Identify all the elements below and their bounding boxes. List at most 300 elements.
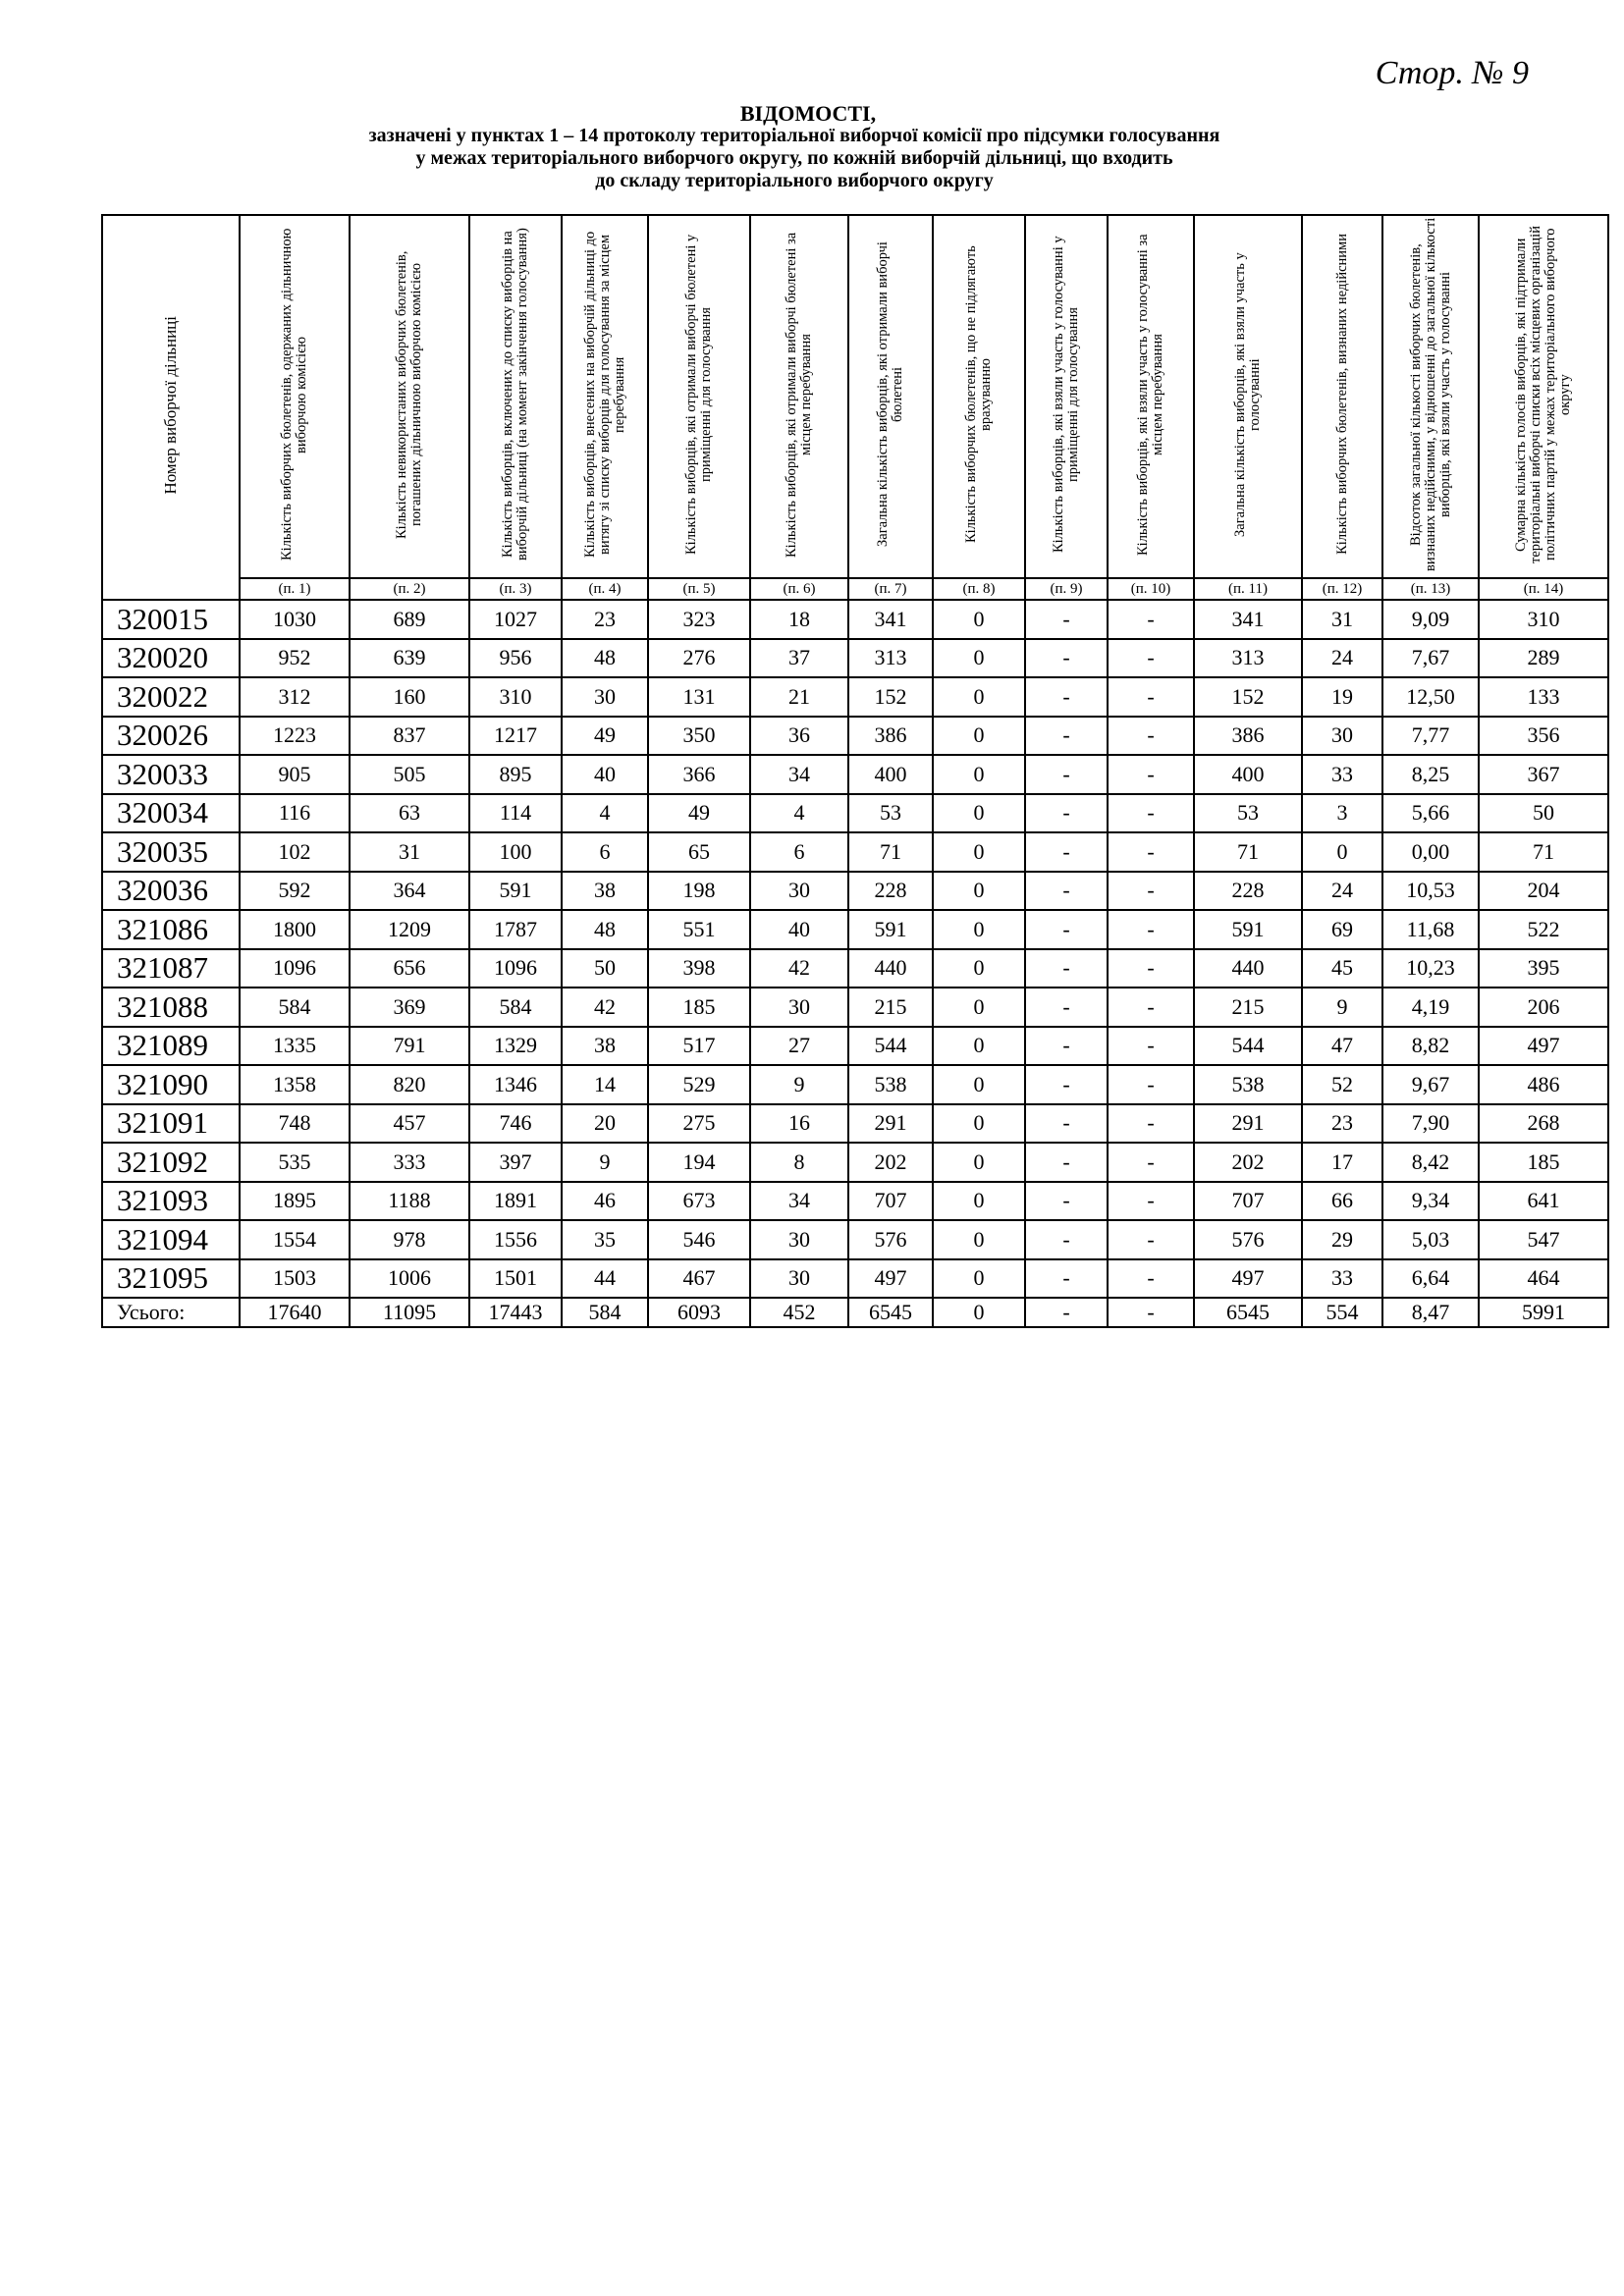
table-cell: - — [1108, 832, 1194, 872]
table-cell: - — [1108, 677, 1194, 717]
column-header — [350, 215, 469, 578]
column-header — [648, 215, 750, 578]
station-number: 321091 — [102, 1104, 240, 1144]
station-number: 321087 — [102, 949, 240, 988]
table-cell: 1188 — [350, 1182, 469, 1221]
table-cell: 30 — [750, 872, 848, 911]
table-cell: 42 — [750, 949, 848, 988]
column-header — [102, 215, 240, 600]
table-cell: 204 — [1479, 872, 1608, 911]
table-cell: 133 — [1479, 677, 1608, 717]
table-cell: 0 — [933, 677, 1025, 717]
total-cell: 5991 — [1479, 1298, 1608, 1327]
table-cell: - — [1108, 794, 1194, 833]
table-row — [102, 1104, 1608, 1144]
table-cell: - — [1108, 600, 1194, 639]
station-number: 321086 — [102, 910, 240, 949]
table-cell: - — [1108, 1259, 1194, 1299]
table-cell: 215 — [848, 988, 933, 1027]
column-header — [1194, 215, 1302, 578]
table-cell: 53 — [848, 794, 933, 833]
item-number: (п. 1) — [240, 578, 350, 600]
table-cell: 30 — [562, 677, 648, 717]
column-header — [933, 215, 1025, 578]
column-header-label: Кількість виборчих бюлетенів, що не підлягають врахуванню — [963, 245, 994, 543]
column-header — [562, 215, 648, 578]
table-cell: 65 — [648, 832, 750, 872]
table-cell: 356 — [1479, 717, 1608, 756]
table-cell: 313 — [848, 639, 933, 678]
table-cell: - — [1025, 755, 1108, 794]
table-cell: 398 — [648, 949, 750, 988]
table-cell: - — [1108, 872, 1194, 911]
table-cell: 8,42 — [1382, 1143, 1479, 1182]
table-cell: 0 — [933, 639, 1025, 678]
table-cell: 497 — [1479, 1027, 1608, 1066]
table-cell: 17 — [1302, 1143, 1382, 1182]
title-line-3: у межах територіального виборчого округу, по кожній виборчій дільниці, що входить — [415, 147, 1173, 169]
table-cell: - — [1025, 600, 1108, 639]
column-header — [1025, 215, 1108, 578]
table-cell: 34 — [750, 755, 848, 794]
table-cell: - — [1025, 1143, 1108, 1182]
table-row — [102, 1220, 1608, 1259]
table-row — [102, 949, 1608, 988]
table-cell: 689 — [350, 600, 469, 639]
table-cell: 30 — [750, 1259, 848, 1299]
item-number: (п. 8) — [933, 578, 1025, 600]
table-cell: 21 — [750, 677, 848, 717]
table-cell: 0 — [933, 910, 1025, 949]
table-cell: 185 — [1479, 1143, 1608, 1182]
table-cell: - — [1108, 755, 1194, 794]
table-cell: 1800 — [240, 910, 350, 949]
table-cell: - — [1025, 1182, 1108, 1221]
table-cell: 8,82 — [1382, 1027, 1479, 1066]
table-cell: 497 — [1194, 1259, 1302, 1299]
column-header-label: Кількість виборців, які взяли участь у голосуванні за місцем перебування — [1135, 233, 1165, 556]
total-cell: 6545 — [1194, 1298, 1302, 1327]
item-number: (п. 9) — [1025, 578, 1108, 600]
total-cell: 8,47 — [1382, 1298, 1479, 1327]
table-cell: 4,19 — [1382, 988, 1479, 1027]
table-cell: 0 — [933, 600, 1025, 639]
table-cell: 0 — [933, 1182, 1025, 1221]
table-cell: 45 — [1302, 949, 1382, 988]
table-cell: - — [1108, 1065, 1194, 1104]
table-cell: 440 — [1194, 949, 1302, 988]
table-cell: 24 — [1302, 639, 1382, 678]
table-cell: - — [1025, 717, 1108, 756]
table-cell: - — [1025, 832, 1108, 872]
table-cell: 576 — [1194, 1220, 1302, 1259]
table-cell: 40 — [750, 910, 848, 949]
column-header — [1108, 215, 1194, 578]
table-cell: 34 — [750, 1182, 848, 1221]
table-cell: 1346 — [469, 1065, 562, 1104]
table-cell: 0 — [933, 755, 1025, 794]
table-cell: 102 — [240, 832, 350, 872]
table-cell: 1096 — [240, 949, 350, 988]
table-row — [102, 1182, 1608, 1221]
table-cell: 152 — [1194, 677, 1302, 717]
table-cell: 0 — [1302, 832, 1382, 872]
table-cell: 467 — [648, 1259, 750, 1299]
item-number: (п. 4) — [562, 578, 648, 600]
station-number: 320015 — [102, 600, 240, 639]
table-cell: - — [1025, 1259, 1108, 1299]
table-cell: 27 — [750, 1027, 848, 1066]
table-cell: 364 — [350, 872, 469, 911]
table-cell: 48 — [562, 910, 648, 949]
table-cell: - — [1025, 1104, 1108, 1144]
total-cell: 0 — [933, 1298, 1025, 1327]
header-row — [102, 215, 1608, 578]
table-cell: 31 — [350, 832, 469, 872]
table-cell: 29 — [1302, 1220, 1382, 1259]
station-number: 321090 — [102, 1065, 240, 1104]
table-cell: - — [1025, 872, 1108, 911]
table-cell: 535 — [240, 1143, 350, 1182]
table-cell: 0 — [933, 1065, 1025, 1104]
table-cell: 310 — [1479, 600, 1608, 639]
table-cell: 1554 — [240, 1220, 350, 1259]
table-cell: 1329 — [469, 1027, 562, 1066]
table-cell: 538 — [848, 1065, 933, 1104]
table-row — [102, 1259, 1608, 1299]
table-cell: 1335 — [240, 1027, 350, 1066]
table-row — [102, 794, 1608, 833]
table-cell: - — [1108, 910, 1194, 949]
table-row — [102, 910, 1608, 949]
table-cell: 576 — [848, 1220, 933, 1259]
table-cell: 228 — [1194, 872, 1302, 911]
table-cell: 114 — [469, 794, 562, 833]
table-cell: 517 — [648, 1027, 750, 1066]
table-cell: 341 — [848, 600, 933, 639]
table-cell: 551 — [648, 910, 750, 949]
total-cell: 554 — [1302, 1298, 1382, 1327]
column-header-label: Кількість виборчих бюлетенів, визнаних недійсними — [1333, 234, 1350, 555]
table-cell: 152 — [848, 677, 933, 717]
table-cell: 591 — [848, 910, 933, 949]
station-number: 321094 — [102, 1220, 240, 1259]
table-cell: - — [1025, 910, 1108, 949]
table-cell: 544 — [1194, 1027, 1302, 1066]
item-number: (п. 7) — [848, 578, 933, 600]
table-cell: 202 — [1194, 1143, 1302, 1182]
table-cell: 33 — [1302, 1259, 1382, 1299]
total-cell: 17640 — [240, 1298, 350, 1327]
table-cell: 23 — [1302, 1104, 1382, 1144]
table-cell: 1787 — [469, 910, 562, 949]
station-number: 321088 — [102, 988, 240, 1027]
table-cell: 36 — [750, 717, 848, 756]
table-cell: 591 — [469, 872, 562, 911]
station-number: 320022 — [102, 677, 240, 717]
station-number: 320026 — [102, 717, 240, 756]
column-header — [1479, 215, 1608, 578]
table-cell: 42 — [562, 988, 648, 1027]
table-cell: 1895 — [240, 1182, 350, 1221]
station-number: 320033 — [102, 755, 240, 794]
table-cell: 0 — [933, 1220, 1025, 1259]
table-row — [102, 755, 1608, 794]
column-header-label: Кількість виборців, внесених на виборчій дільниці до витягу зі списку виборців для голосування за місцем перебування — [581, 231, 627, 558]
station-number: 321095 — [102, 1259, 240, 1299]
table-cell: - — [1025, 639, 1108, 678]
column-header-label: Кількість виборців, які отримали виборчі бюлетені у приміщенні для голосування — [683, 234, 714, 555]
station-number: 321093 — [102, 1182, 240, 1221]
table-cell: 52 — [1302, 1065, 1382, 1104]
item-number: (п. 6) — [750, 578, 848, 600]
table-cell: 50 — [1479, 794, 1608, 833]
table-cell: 791 — [350, 1027, 469, 1066]
table-row — [102, 1027, 1608, 1066]
table-cell: 457 — [350, 1104, 469, 1144]
table-cell: - — [1108, 1182, 1194, 1221]
table-cell: 35 — [562, 1220, 648, 1259]
table-cell: 16 — [750, 1104, 848, 1144]
column-header-label: Сумарна кількість голосів виборців, які підтримали територіальні виборчі списки всіх місцевих організацій політичних партій у межах територіального виборчого округу — [1513, 225, 1573, 563]
table-cell: 978 — [350, 1220, 469, 1259]
table-cell: 905 — [240, 755, 350, 794]
column-header — [750, 215, 848, 578]
table-cell: 333 — [350, 1143, 469, 1182]
table-cell: 185 — [648, 988, 750, 1027]
table-cell: - — [1108, 1027, 1194, 1066]
table-cell: - — [1025, 1027, 1108, 1066]
table-row — [102, 600, 1608, 639]
table-cell: 1223 — [240, 717, 350, 756]
table-cell: 291 — [848, 1104, 933, 1144]
item-number: (п. 5) — [648, 578, 750, 600]
table-cell: - — [1108, 949, 1194, 988]
table-cell: 4 — [562, 794, 648, 833]
table-cell: 202 — [848, 1143, 933, 1182]
table-row — [102, 832, 1608, 872]
table-cell: 584 — [240, 988, 350, 1027]
total-cell: 452 — [750, 1298, 848, 1327]
table-cell: - — [1108, 639, 1194, 678]
table-cell: 366 — [648, 755, 750, 794]
total-cell: 17443 — [469, 1298, 562, 1327]
column-header-label: Кількість виборчих бюлетенів, одержаних дільничною виборчою комісією — [279, 228, 309, 561]
station-number: 321089 — [102, 1027, 240, 1066]
table-cell: 63 — [350, 794, 469, 833]
table-cell: 820 — [350, 1065, 469, 1104]
table-cell: 952 — [240, 639, 350, 678]
table-cell: 386 — [1194, 717, 1302, 756]
table-cell: 30 — [750, 988, 848, 1027]
item-number-row — [102, 578, 1608, 600]
column-header — [1302, 215, 1382, 578]
table-cell: 0 — [933, 794, 1025, 833]
table-cell: 397 — [469, 1143, 562, 1182]
table-row — [102, 639, 1608, 678]
table-cell: 33 — [1302, 755, 1382, 794]
column-header-label: Кількість виборців, які отримали виборчі бюлетені за місцем перебування — [784, 231, 814, 558]
table-cell: 9 — [750, 1065, 848, 1104]
table-cell: 40 — [562, 755, 648, 794]
table-cell: 8,25 — [1382, 755, 1479, 794]
table-row — [102, 1065, 1608, 1104]
table-cell: 12,50 — [1382, 677, 1479, 717]
table-cell: 1556 — [469, 1220, 562, 1259]
table-cell: 837 — [350, 717, 469, 756]
table-cell: 38 — [562, 1027, 648, 1066]
total-row — [102, 1298, 1608, 1327]
table-cell: 707 — [848, 1182, 933, 1221]
table-cell: 14 — [562, 1065, 648, 1104]
table-cell: 5,66 — [1382, 794, 1479, 833]
table-cell: 639 — [350, 639, 469, 678]
table-cell: 24 — [1302, 872, 1382, 911]
table-cell: 0 — [933, 872, 1025, 911]
table-cell: 591 — [1194, 910, 1302, 949]
table-cell: 0 — [933, 1027, 1025, 1066]
table-cell: 1006 — [350, 1259, 469, 1299]
document-title — [0, 102, 1624, 192]
table-cell: 9,67 — [1382, 1065, 1479, 1104]
table-cell: 10,53 — [1382, 872, 1479, 911]
table-cell: 71 — [1479, 832, 1608, 872]
station-number: 320036 — [102, 872, 240, 911]
table-cell: 1501 — [469, 1259, 562, 1299]
total-cell: - — [1108, 1298, 1194, 1327]
total-cell: 6545 — [848, 1298, 933, 1327]
total-label: Усього: — [102, 1298, 240, 1327]
total-cell: 584 — [562, 1298, 648, 1327]
table-cell: 275 — [648, 1104, 750, 1144]
table-cell: 1027 — [469, 600, 562, 639]
table-cell: - — [1025, 988, 1108, 1027]
table-cell: 895 — [469, 755, 562, 794]
table-cell: 1096 — [469, 949, 562, 988]
table-cell: 748 — [240, 1104, 350, 1144]
column-header — [240, 215, 350, 578]
table-cell: 546 — [648, 1220, 750, 1259]
column-header — [469, 215, 562, 578]
table-cell: 49 — [562, 717, 648, 756]
table-cell: 4 — [750, 794, 848, 833]
table-cell: 350 — [648, 717, 750, 756]
table-cell: - — [1108, 988, 1194, 1027]
station-number: 320034 — [102, 794, 240, 833]
table-cell: 9 — [562, 1143, 648, 1182]
table-cell: 464 — [1479, 1259, 1608, 1299]
table-cell: 53 — [1194, 794, 1302, 833]
table-cell: 69 — [1302, 910, 1382, 949]
table-cell: - — [1025, 1065, 1108, 1104]
table-cell: 66 — [1302, 1182, 1382, 1221]
table-cell: 1358 — [240, 1065, 350, 1104]
table-cell: 7,77 — [1382, 717, 1479, 756]
table-cell: 544 — [848, 1027, 933, 1066]
table-cell: 341 — [1194, 600, 1302, 639]
table-cell: 312 — [240, 677, 350, 717]
table-cell: 9,09 — [1382, 600, 1479, 639]
table-cell: 1891 — [469, 1182, 562, 1221]
table-cell: 194 — [648, 1143, 750, 1182]
table-cell: 5,03 — [1382, 1220, 1479, 1259]
table-cell: 0 — [933, 717, 1025, 756]
table-cell: 310 — [469, 677, 562, 717]
table-cell: 38 — [562, 872, 648, 911]
item-number: (п. 2) — [350, 578, 469, 600]
table-cell: 6 — [562, 832, 648, 872]
item-number: (п. 11) — [1194, 578, 1302, 600]
table-cell: 116 — [240, 794, 350, 833]
item-number: (п. 14) — [1479, 578, 1608, 600]
table-cell: 1503 — [240, 1259, 350, 1299]
table-cell: - — [1108, 1104, 1194, 1144]
table-cell: 746 — [469, 1104, 562, 1144]
item-number: (п. 3) — [469, 578, 562, 600]
table-cell: 291 — [1194, 1104, 1302, 1144]
table-row — [102, 1143, 1608, 1182]
table-cell: 46 — [562, 1182, 648, 1221]
table-cell: 0 — [933, 1259, 1025, 1299]
column-header-label: Кількість невикористаних виборчих бюлетенів, погашених дільничною виборчою комісією — [394, 249, 424, 539]
title-line-2: зазначені у пунктах 1 – 14 протоколу територіальної виборчої комісії про підсумки голосування — [368, 125, 1220, 146]
table-cell: 486 — [1479, 1065, 1608, 1104]
column-header-label: Загальна кількість виборців, які отримали виборчі бюлетені — [875, 241, 905, 547]
column-header-label: Кількість виборців, які взяли участь у голосуванні у приміщенні для голосування — [1051, 236, 1081, 553]
table-cell: 18 — [750, 600, 848, 639]
table-cell: 8 — [750, 1143, 848, 1182]
table-cell: 673 — [648, 1182, 750, 1221]
station-number: 320020 — [102, 639, 240, 678]
table-cell: 1030 — [240, 600, 350, 639]
table-cell: 592 — [240, 872, 350, 911]
column-header-label: Загальна кількість виборців, які взяли участь у голосуванні — [1232, 251, 1263, 537]
table-cell: 48 — [562, 639, 648, 678]
table-cell: 47 — [1302, 1027, 1382, 1066]
table-cell: 23 — [562, 600, 648, 639]
table-cell: 9 — [1302, 988, 1382, 1027]
table-cell: 131 — [648, 677, 750, 717]
table-cell: 3 — [1302, 794, 1382, 833]
total-cell: - — [1025, 1298, 1108, 1327]
table-cell: 276 — [648, 639, 750, 678]
table-cell: 7,90 — [1382, 1104, 1479, 1144]
results-table — [101, 214, 1609, 1328]
total-cell: 11095 — [350, 1298, 469, 1327]
title-line-4: до складу територіального виборчого округу — [595, 170, 994, 191]
table-cell: 289 — [1479, 639, 1608, 678]
table-cell: 0 — [933, 832, 1025, 872]
table-cell: 386 — [848, 717, 933, 756]
table-cell: - — [1025, 1220, 1108, 1259]
table-cell: 215 — [1194, 988, 1302, 1027]
table-row — [102, 717, 1608, 756]
table-cell: 641 — [1479, 1182, 1608, 1221]
table-cell: 313 — [1194, 639, 1302, 678]
table-cell: 100 — [469, 832, 562, 872]
column-header-label: Номер виборчої дільниці — [161, 315, 180, 495]
item-number: (п. 12) — [1302, 578, 1382, 600]
table-cell: - — [1108, 1143, 1194, 1182]
table-cell: 497 — [848, 1259, 933, 1299]
table-cell: 6,64 — [1382, 1259, 1479, 1299]
table-cell: 31 — [1302, 600, 1382, 639]
table-cell: 198 — [648, 872, 750, 911]
station-number: 320035 — [102, 832, 240, 872]
table-cell: 228 — [848, 872, 933, 911]
page-number: Стор. № 9 — [1375, 55, 1529, 91]
table-cell: 400 — [848, 755, 933, 794]
